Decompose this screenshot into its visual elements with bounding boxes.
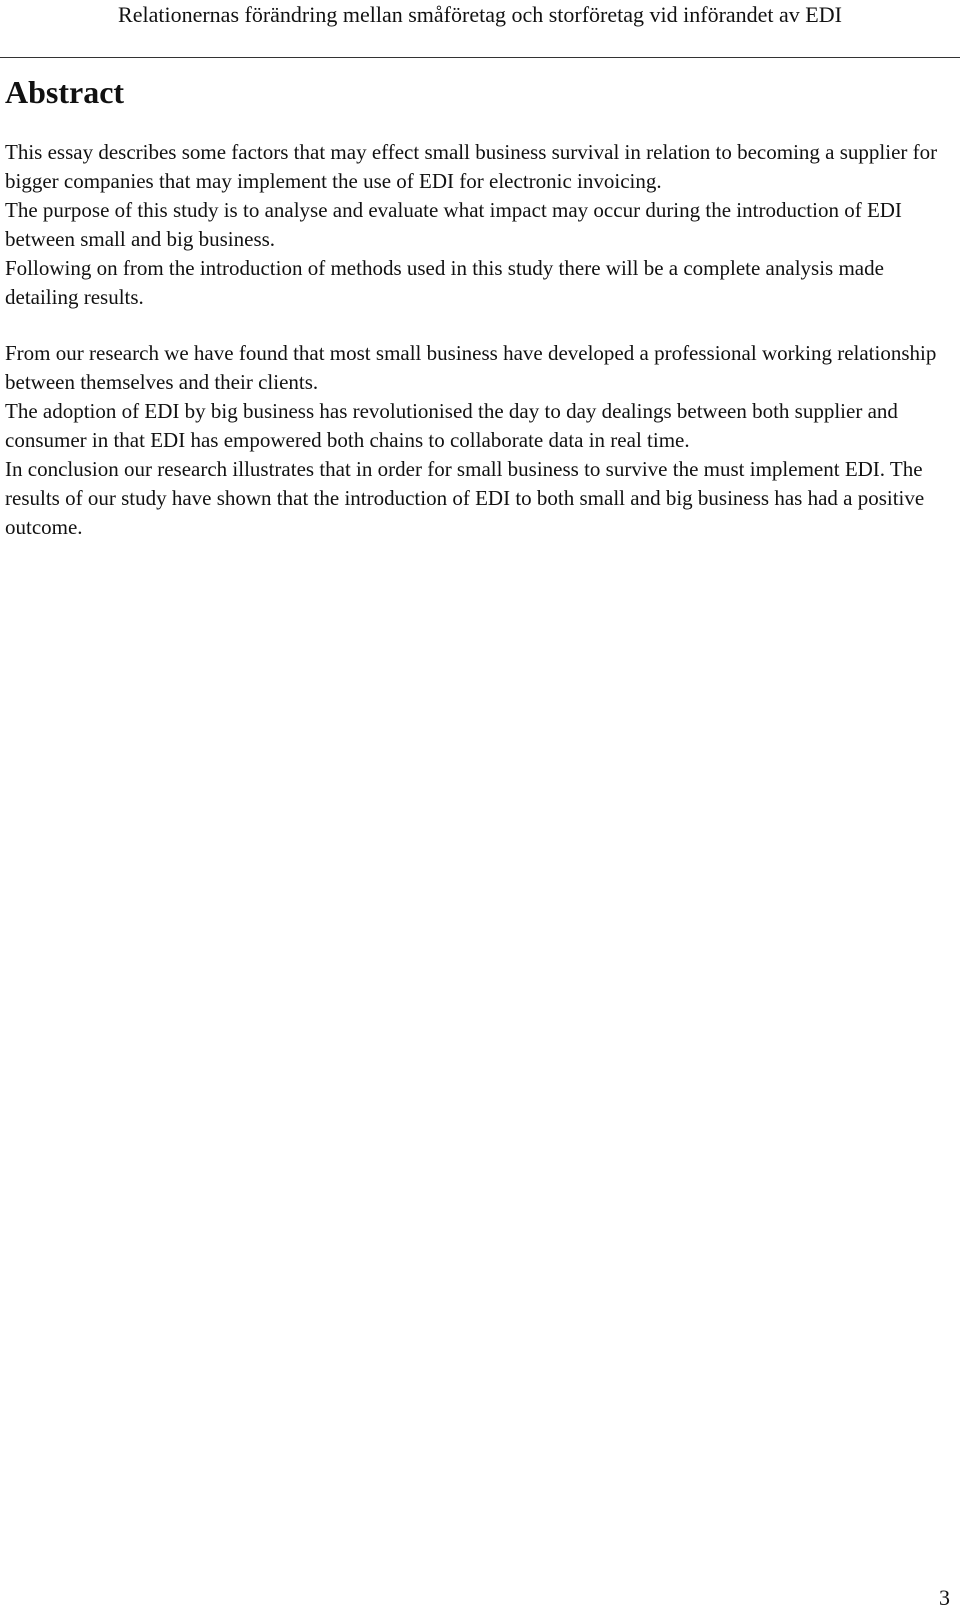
abstract-body — [5, 138, 953, 542]
running-header — [0, 0, 960, 58]
paragraph-spacer — [5, 312, 953, 339]
abstract-paragraph: This essay describes some factors that may effect small business survival in relation to becoming a supplier for bigger companies that may implement the use of EDI for electronic invoicing. — [5, 140, 938, 193]
abstract-paragraph: The adoption of EDI by big business has revolutionised the day to day dealings between both supplier and consumer in that EDI has empowered both chains to collaborate data in real time. — [5, 399, 898, 452]
page-number: 3 — [939, 1585, 950, 1610]
abstract-heading: Abstract — [5, 74, 125, 110]
running-header-title: Relationernas förändring mellan småföretag och storföretag vid införandet av EDI — [118, 2, 842, 27]
abstract-paragraph: From our research we have found that most small business have developed a professional working relationship between themselves and their clients. — [5, 341, 937, 394]
abstract-paragraph: The purpose of this study is to analyse and evaluate what impact may occur during the introduction of EDI between small and big business. — [5, 198, 902, 251]
header-rule — [0, 57, 960, 58]
abstract-paragraph: In conclusion our research illustrates that in order for small business to survive the must implement EDI. The results of our study have shown that the introduction of EDI to both small and big business has had a positive outcome. — [5, 457, 925, 539]
abstract-paragraph: Following on from the introduction of methods used in this study there will be a complete analysis made detailing results. — [5, 256, 884, 309]
page-content — [5, 72, 953, 542]
